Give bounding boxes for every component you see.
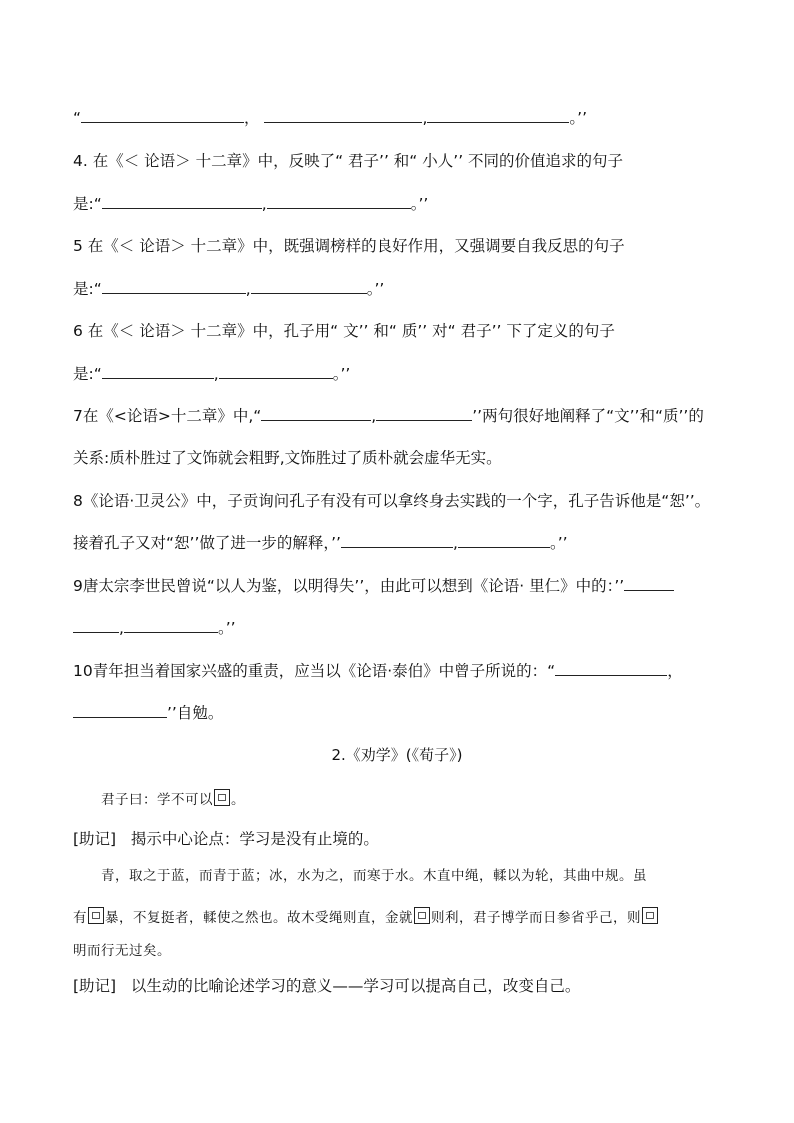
blank[interactable] — [624, 576, 674, 591]
section-title: 2.《劝学》(《荀子》) — [331, 746, 463, 764]
quote-paragraph-2-line2 — [73, 907, 659, 928]
blank[interactable] — [261, 406, 371, 421]
blank[interactable] — [458, 533, 550, 548]
quote-open: “ — [73, 109, 82, 127]
note-text: 以生动的比喻论述学习的意义——学习可以提高自己，改变自己。 — [130, 977, 581, 995]
sep: , — [245, 280, 251, 298]
blank[interactable] — [102, 194, 262, 209]
sep: , — [453, 534, 458, 552]
quote-paragraph-2-line3: 明而行无过矣。 — [73, 943, 171, 959]
fill-line-1 — [73, 108, 587, 128]
blank[interactable] — [376, 406, 472, 421]
mnemonic-note-1 — [73, 829, 379, 849]
blank[interactable] — [81, 108, 244, 123]
sep: , — [371, 407, 377, 425]
quote-close: 。’’ — [332, 365, 351, 383]
prefix: 接着孔子又对“恕’’做了进一步的解释，’’ — [73, 534, 341, 552]
quote-close: 。’’ — [410, 195, 429, 213]
suffix: ’’自勉。 — [167, 704, 224, 722]
blank[interactable] — [102, 364, 214, 379]
quote-close: 。’’ — [366, 280, 385, 298]
note-tag: [助记] — [73, 830, 117, 848]
question-5-line1: 5 在《＜ 论语＞ 十二章》中，既强调榜样的良好作用，又强调要自我反思的句子 — [73, 237, 625, 255]
blank[interactable] — [251, 279, 367, 294]
blank[interactable] — [102, 279, 246, 294]
text: 。 — [231, 792, 245, 808]
blank[interactable] — [267, 194, 411, 209]
missing-char-box — [642, 907, 658, 924]
prefix: 7在《<论语>十二章》中,“ — [73, 407, 262, 425]
text: 则利，君子博学而日参省乎己，则 — [431, 910, 641, 926]
blank[interactable] — [219, 364, 333, 379]
sep: , — [422, 109, 428, 127]
question-7-line1 — [73, 406, 704, 426]
prefix: 是:“ — [73, 280, 102, 298]
sep: , — [119, 619, 124, 637]
note-tag: [助记] — [73, 977, 117, 995]
text: 9唐太宗李世民曾说“以人为鉴，以明得失’’，由此可以想到《论语· 里仁》中的：’’ — [73, 577, 625, 595]
quote-close: 。’’ — [549, 534, 568, 552]
prefix: 是:“ — [73, 365, 102, 383]
question-4-line2 — [73, 194, 428, 214]
text: 暴，不复挺者，輮使之然也。故木受绳则直，金就 — [105, 910, 413, 926]
blank[interactable] — [427, 108, 569, 123]
question-6-line2 — [73, 364, 350, 384]
sep: , — [213, 365, 219, 383]
missing-char-box — [214, 789, 230, 806]
sep: , — [261, 195, 267, 213]
blank[interactable] — [264, 108, 422, 123]
question-10-line1 — [73, 661, 683, 681]
prefix: 是:“ — [73, 195, 102, 213]
question-8-line2 — [73, 533, 568, 553]
question-9-line2 — [73, 618, 236, 638]
missing-char-box — [88, 907, 104, 924]
blank[interactable] — [73, 703, 167, 718]
question-5-line2 — [73, 279, 384, 299]
quote-close: 。’’ — [569, 109, 588, 127]
question-10-line2 — [73, 703, 223, 723]
blank[interactable] — [341, 533, 453, 548]
sep: ， — [667, 662, 683, 680]
text: 君子曰：学不可以 — [101, 792, 213, 808]
missing-char-box — [414, 907, 430, 924]
blank[interactable] — [555, 661, 667, 676]
question-8-line1: 8《论语·卫灵公》中，子贡询问孔子有没有可以拿终身去实践的一个字，孔子告诉他是“恕’’。 — [73, 492, 711, 510]
mnemonic-note-2 — [73, 976, 580, 996]
sep: ， — [244, 109, 260, 127]
question-6-line1: 6 在《＜ 论语＞ 十二章》中，孔子用“ 文’’ 和“ 质’’ 对“ 君子’’ 下了定义的句子 — [73, 322, 615, 340]
suffix: ’’两句很好地阐释了“文’’和“质’’的 — [472, 407, 704, 425]
blank[interactable] — [73, 618, 119, 633]
text: 有 — [73, 910, 87, 926]
question-4-line1: 4. 在《＜ 论语＞ 十二章》中，反映了“ 君子’’ 和“ 小人’’ 不同的价值追求的句子 — [73, 152, 624, 170]
quote-paragraph-2-line1: 青，取之于蓝，而青于蓝；冰，水为之，而寒于水。木直中绳，輮以为轮，其曲中规。虽 — [101, 868, 647, 884]
quote-close: 。’’ — [217, 619, 236, 637]
question-9-line1 — [73, 576, 674, 596]
text: 10青年担当着国家兴盛的重责，应当以《论语·泰伯》中曾子所说的：“ — [73, 662, 556, 680]
quote-paragraph-1 — [101, 789, 245, 810]
question-7-line2: 关系:质朴胜过了文饰就会粗野,文饰胜过了质朴就会虚华无实。 — [73, 449, 502, 467]
note-text: 揭示中心论点：学习是没有止境的。 — [130, 830, 379, 848]
blank[interactable] — [124, 618, 218, 633]
